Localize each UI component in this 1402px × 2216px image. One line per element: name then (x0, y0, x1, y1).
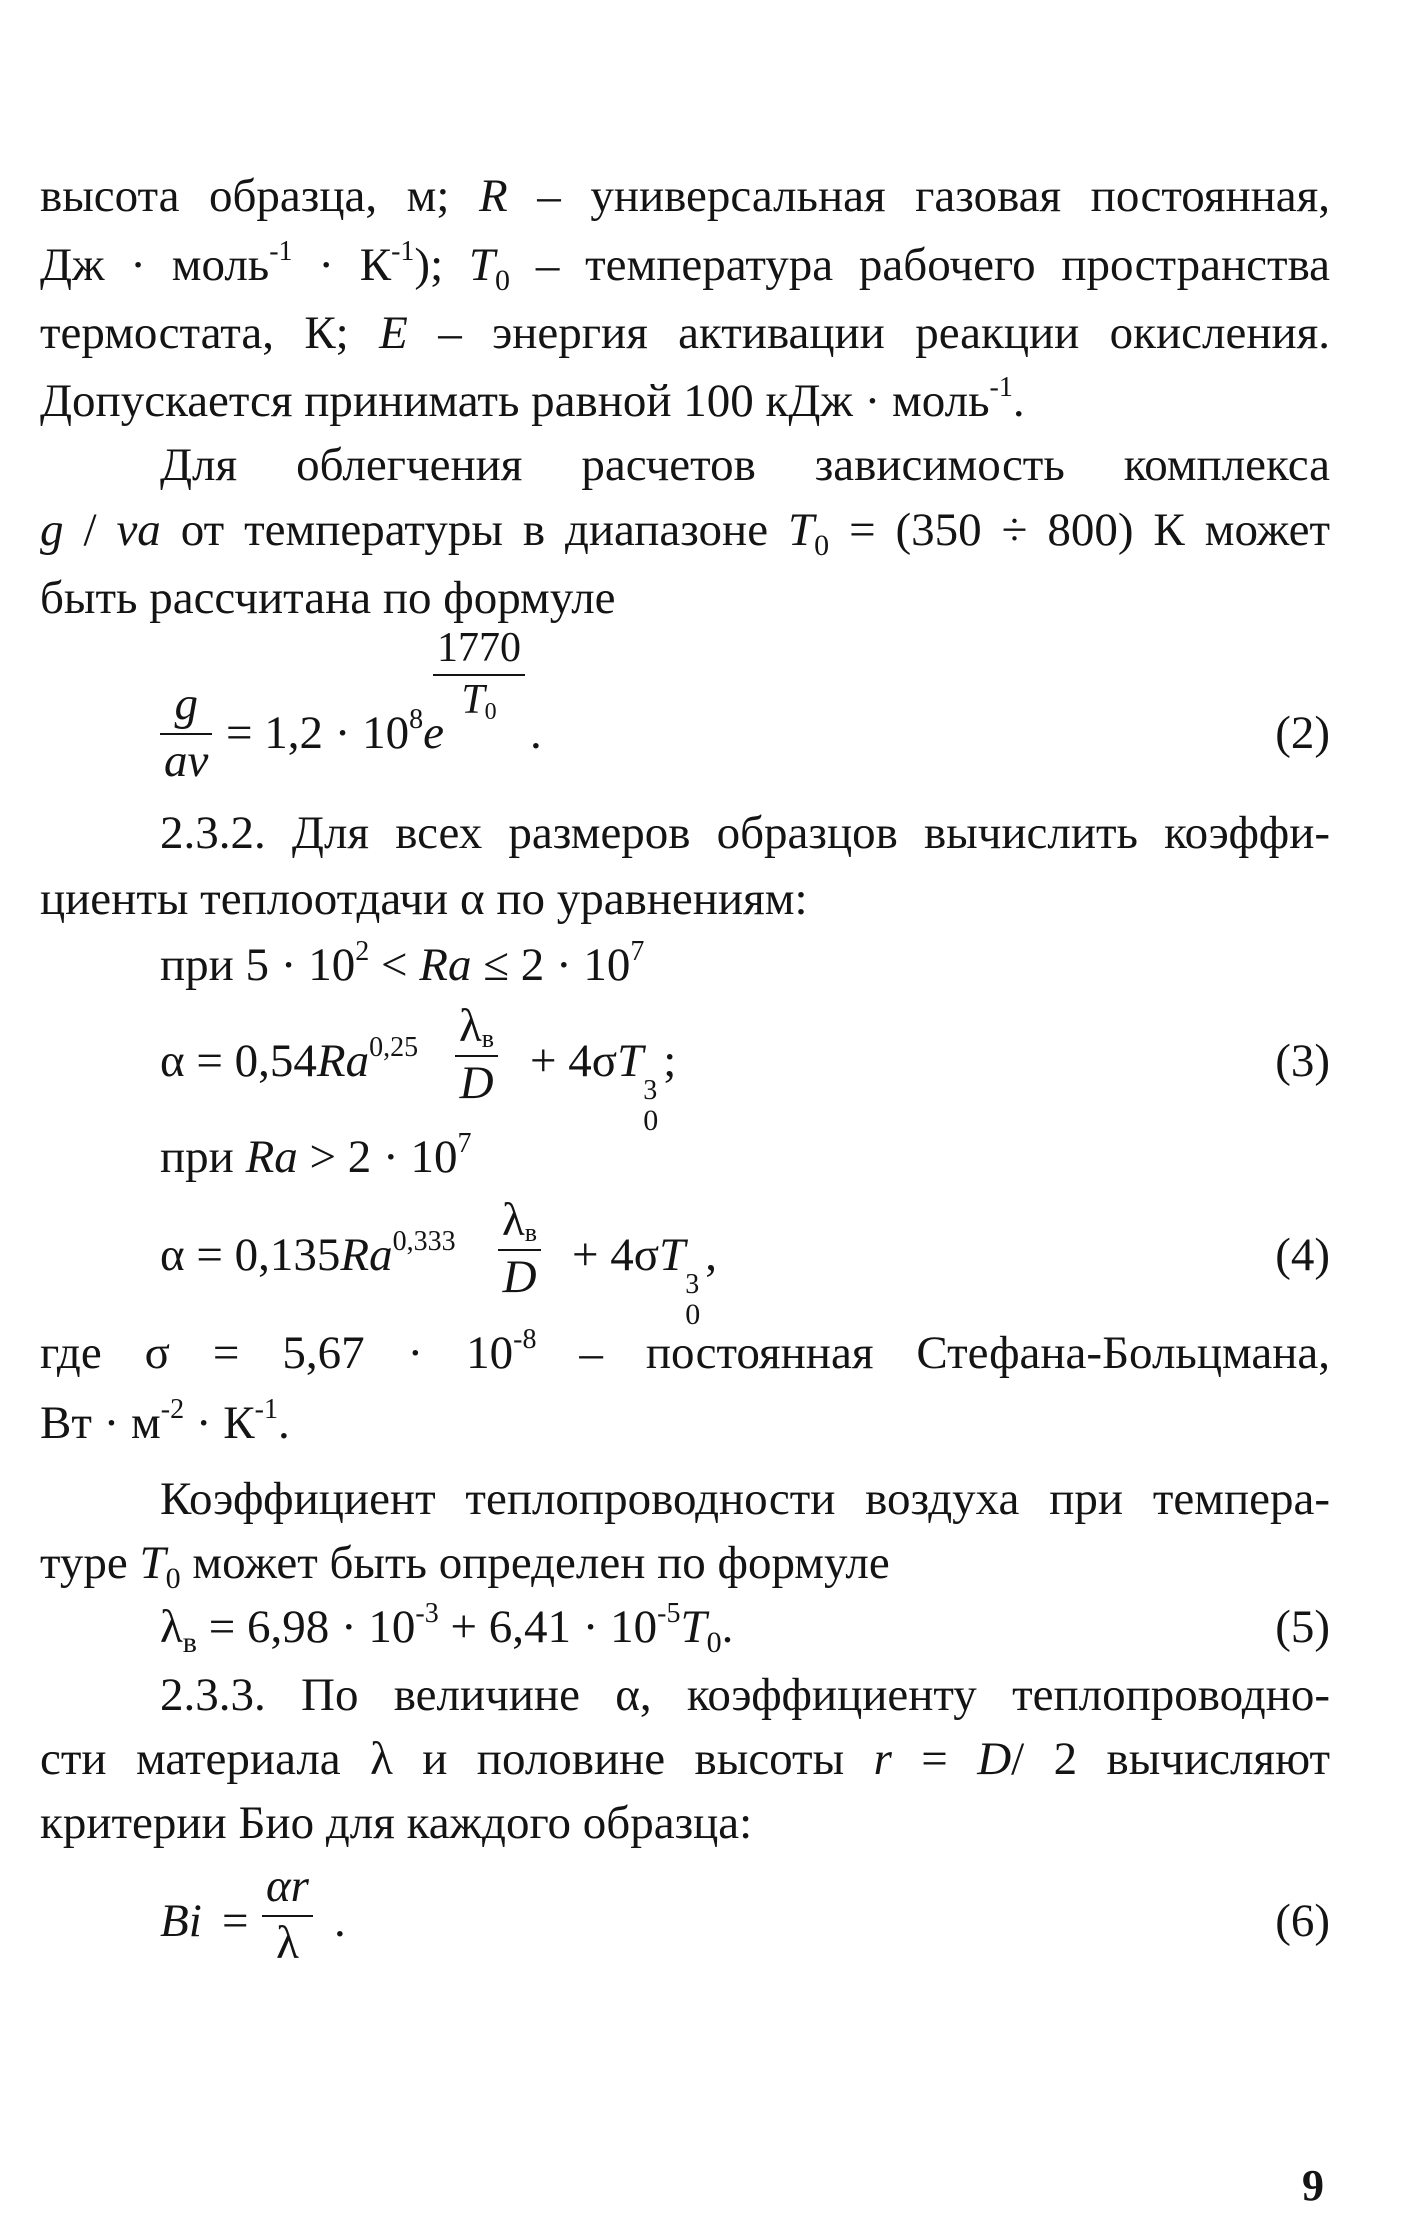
equation-number: (6) (1275, 1895, 1330, 1947)
formula-body: = $1,2 \cdot 10^8e$ (226, 704, 445, 759)
text-line: Вт · $м^{-2} \cdot К^{-1}$. (40, 1394, 290, 1449)
formula-body: + 4σT 3 0 ; (530, 1035, 677, 1137)
formula-body: α = 0,54Ra$^{0,25}$ (160, 1032, 419, 1087)
fraction: $\frac{g}{av}$ (160, 680, 212, 787)
text-line: циенты теплоотдачи α по уравнениям: (40, 873, 808, 925)
text-line: критерии Био для каждого образца: (40, 1797, 753, 1849)
text-line: 2.3.2. Для всех размеров образцов вычислить коэффи- (160, 807, 1330, 859)
formula-body: α = 0,135Ra$^{0,333}$ (160, 1226, 456, 1281)
formula-body: + 4σT 3 0 , (572, 1229, 717, 1331)
fraction: $\lambda_в$ D (455, 1002, 498, 1109)
text-line: Коэффициент теплопроводности воздуха при темпера- (160, 1473, 1330, 1525)
text-line: 2.3.3. По величине α, коэффициенту теплопроводно- (160, 1669, 1330, 1721)
text-line: высота образца, м; R – универсальная газовая постоянная, (40, 170, 1331, 222)
exponent-fraction: $\frac{1770}{T_0}$ (433, 626, 525, 722)
text-line: g / va от температуры в диапазоне $T_0 = (350 \div 800)$ К может (40, 504, 1331, 562)
text-line: где $\sigma = 5,67 \cdot 10^{-8}$ – постоянная Стефана-Больцмана, (40, 1324, 1331, 1379)
equation-number: (2) (1275, 707, 1330, 759)
formula-dot: . (334, 1895, 346, 1947)
text-line: Допускается принимать равной 100 кДж · моль$^{-1}$. (40, 372, 1025, 427)
condition-line: при $Ra > 2 \cdot 10^7$ (160, 1128, 472, 1183)
formula-body: $\lambda_в = 6,98 \cdot 10^{-3} + 6,41 \cdot 10^{-5}T_0$. (160, 1598, 734, 1659)
equation-number: (5) (1275, 1601, 1330, 1653)
formula-body: = (222, 1895, 249, 1947)
text-line: Дж · моль$^{-1}$ · $К^{-1}$); $T_0$ – температура рабочего пространства (40, 236, 1330, 297)
formula-body: Bi (160, 1895, 202, 1947)
text-line: Для облегчения расчетов зависимость комплекса (160, 439, 1330, 491)
condition-line: при $5 \cdot 10^2 < Ra \le 2 \cdot 10^7$ (160, 936, 645, 991)
text-line: быть рассчитана по формуле (40, 572, 616, 624)
equation-number: (4) (1275, 1229, 1330, 1281)
equation-number: (3) (1275, 1035, 1330, 1087)
fraction: $\frac{\alpha r}{\lambda}$ (262, 1862, 313, 1969)
page-number: 9 (1302, 2161, 1324, 2210)
formula-dot: . (530, 707, 542, 759)
text-line: туре $T_0$ может быть определен по формуле (40, 1537, 890, 1595)
fraction: $\lambda_в$ D (498, 1196, 541, 1303)
text-line: сти материала λ и половине высоты r = D/ 2 вычисляют (40, 1733, 1331, 1785)
text-line: термостата, К; E – энергия активации реакции окисления. (40, 307, 1330, 359)
